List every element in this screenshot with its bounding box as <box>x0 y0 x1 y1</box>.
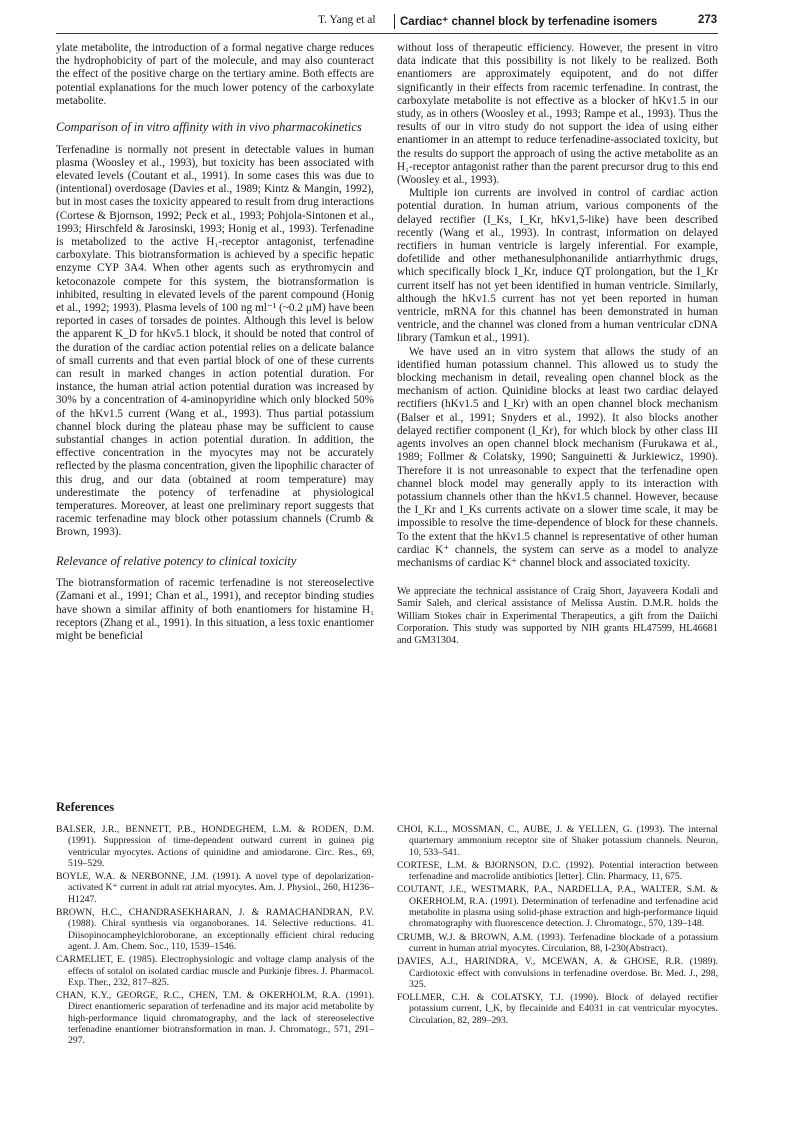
paragraph: ylate metabolite, the introduction of a formal negative charge reduces the hydrophobicity of part of the molecule, and may also counteract the effect of the positive charge on the tertiary amine. Both effects are potential explanations for the much lower potency of the carboxylate metabolite. <box>56 42 374 107</box>
running-header <box>0 14 793 34</box>
left-column <box>56 42 374 643</box>
reference-item: COUTANT, J.E., WESTMARK, P.A., NARDELLA, P.A., WALTER, S.M. & OKERHOLM, R.A. (1991). Determination of terfenadine and terfenadine acid metabolite in plasma using solid-phase extraction and high-performance liquid chromatography with fluorescence detection. J. Chromatogr., 570, 139–148. <box>397 884 718 930</box>
paragraph: Multiple ion currents are involved in control of cardiac action potential duration. In human atrium, various components of the delayed rectifier (I_Ks, I_Kr, hKv1,5-like) have been described recently (Wang et al., 1993). In contrast, information on delayed rectifiers in human ventricle is largely inferential. For example, dofetilide and other methanesulphonanilide antiarrhythmic drugs, which specifically block I_Kr, induce QT prolongation, but the I_Kr current itself has not yet been identified in human ventricle. Similarly, although the hKv1.5 current has not yet been reported in human ventricle, mRNA for this channel has been demonstrated in human ventricle, and the channel was cloned from a human ventricular cDNA library (Tamkun et al., 1991). <box>397 187 718 345</box>
paragraph: We have used an in vitro system that allows the study of an identified human potassium channel. This allowed us to study the blocking mechanism in detail, revealing open channel block as the mechanism of action. Quinidine blocks at least two cardiac delayed rectifiers (hKv1.5 and I_Kr) with an open channel block mechanism (Balser et al., 1991; Snyders et al., 1992). It also blocks another delayed rectifier component (I_Kr), for which block by other class III agents involves an open channel block mechanism (Furukawa et al., 1989; Follmer & Colatsky, 1990; Sanguinetti & Jurkiewicz, 1990). Therefore it is not unreasonable to expect that the terfenadine open channel block model may generally apply to its interaction with potassium channels other than the hKv1.5 channel. However, because the I_Kr and I_Ks currents activate on a slower time scale, it may be impossible to resolve the time-dependence of block for these channels. To the extent that the hKv1.5 channel is representative of other human cardiac K⁺ channels, the system can serve as a model to analyze mechanisms of cardiac K⁺ channel block and associated toxicity. <box>397 345 718 569</box>
paragraph: without loss of therapeutic efficiency. However, the present in vitro data indicate that this possibility is not likely to be realized. Both enantiomers are approximately equipotent, and do not differ significantly in their effects from racemic terfenadine. In contrast, the carboxylate metabolite is not effective as a blocker of hKv1.5 in our study, as in others (Woosley et al., 1993; Rampe et al., 1993). Thus the results of our in vitro study do not support the idea of using either enantiomer in an attempt to reduce terfenadine-associated toxicity, but the results do support the approach of using the active metabolite as an H₁-receptor antagonist rather than the parent precursor drug to this end (Woosley et al., 1993). <box>397 42 718 187</box>
reference-item: BALSER, J.R., BENNETT, P.B., HONDEGHEM, L.M. & RODEN, D.M. (1991). Suppression of time-dependent outward current in guinea pig ventricular myocytes. Actions of quinidine and amiodarone. Circ. Res., 69, 519–529. <box>56 824 374 869</box>
references-left <box>56 824 374 1049</box>
section-heading: Comparison of in vitro affinity with in vivo pharmacokinetics <box>56 120 362 135</box>
header-running-title: Cardiac⁺ channel block by terfenadine isomers <box>400 16 658 28</box>
reference-item: BOYLE, W.A. & NERBONNE, J.M. (1991). A novel type of depolarization-activated K⁺ current in adult rat atrial myocytes. Am. J. Physiol., 260, H1236–H1247. <box>56 871 374 905</box>
section-heading: Relevance of relative potency to clinical toxicity <box>56 553 297 568</box>
references-heading: References <box>56 800 115 814</box>
paragraph: The biotransformation of racemic terfenadine is not stereoselective (Zamani et al., 1991; Chan et al., 1991), and receptor binding studies have shown a similar affinity of both enantiomers for histamine H₁ receptors (Zhang et al., 1991). In this situation, a less toxic enantiomer might be beneficial <box>56 577 374 642</box>
header-rule <box>56 33 718 34</box>
references-right <box>397 824 718 1028</box>
reference-item: CORTESE, L.M. & BJORNSON, D.C. (1992). Potential interaction between terfenadine and macrolide antibiotics [letter]. Clin. Pharmacy, 11, 675. <box>397 859 718 883</box>
page-number: 273 <box>698 14 718 26</box>
reference-item: CARMELIET, E. (1985). Electrophysiologic and voltage clamp analysis of the effects of sotalol on isolated cardiac muscle and Purkinje fibres. J. Pharmacol. Exp. Ther., 232, 817–825. <box>56 954 374 988</box>
reference-item: CHOI, K.L., MOSSMAN, C., AUBE, J. & YELLEN, G. (1993). The internal quarternary ammonium receptor site of Shaker potassium channels. Neuron, 10, 533–541. <box>397 824 718 858</box>
right-column <box>397 42 718 647</box>
reference-item: CRUMB, W.J. & BROWN, A.M. (1993). Terfenadine blockade of a potassium current in human atrial myocytes. Circulation, 88, I-230(Abstract). <box>397 931 718 954</box>
reference-item: DAVIES, A.J., HARINDRA, V., MCEWAN, A. & GHOSE, R.R. (1989). Cardiotoxic effect with convulsions in terfenadine overdose. Br. Med. J., 298, 325. <box>397 956 718 990</box>
reference-item: FOLLMER, C.H. & COLATSKY, T.J. (1990). Block of delayed rectifier potassium current, I_K, by flecainide and E4031 in cat ventricular myocytes. Circulation, 82, 289–293. <box>397 992 718 1026</box>
header-divider <box>394 14 395 29</box>
paragraph: Terfenadine is normally not present in detectable values in human plasma (Woosley et al., 1993), but toxicity has been associated with elevated levels (Coutant et al., 1991). In some cases this was due to (intentional) overdosage (Davies et al., 1989; Kintz & Mangin, 1992), but in most cases the toxicity appeared to result from drug interactions (Cortese & Bjornson, 1992; Peck et al., 1993; Pohjola-Sintonen et al., 1993; Hirschfeld & Jarosinski, 1993; Honig et al., 1993). Terfenadine is metabolized to the active H₁-receptor antagonist, terfenadine carboxylate. This biotransformation is achieved by a specific hepatic enzyme CYP 3A4. When other agents such as erythromycin and ketoconazole compete for this system, the biotransformation is inhibited, resulting in elevated levels of the parent compound (Honig et al., 1992; 1993). Plasma levels of 100 ng ml⁻¹ (~0.2 μM) have been reported in cases of torsades de pointes. Although this level is below the apparent K_D for hKv5.1 block, it should be noted that control of the duration of the cardiac action potential relies on a delicate balance of small currents and that even partial block of one of these currents can result in marked changes in action potential duration. For instance, the human atrial action potential duration was increased by 30% by a concentration of 4-aminopyridine which only blocked 50% of the hKv1.5 current (Wang et al., 1993). Thus partial potassium channel block during the plateau phase may be sufficient to cause substantial changes in action potential duration. In addition, the effective concentration in the myocytes may not be accurately reflected by the plasma concentration, given the lipophilic character of this drug, and our data (obtained at room temperature) may underestimate the potency of terfenadine at physiological temperatures. Moreover, at least one preliminary report suggests that racemic terfenadine may block other potassium channels (Crumb & Brown, 1993). <box>56 143 374 539</box>
reference-item: CHAN, K.Y., GEORGE, R.C., CHEN, T.M. & OKERHOLM, R.A. (1991). Direct enantiomeric separation of terfenadine and its major acid metabolite by high-performance liquid chromatography, and the lack of stereoselective terfenadine enantiomer biotransformation in man. J. Chromatogr., 571, 291–297. <box>56 990 374 1047</box>
reference-item: BROWN, H.C., CHANDRASEKHARAN, J. & RAMACHANDRAN, P.V. (1988). Chiral synthesis via organoboranes. 14. Selective reductions. 41. Diisopinocampheylchloroborane, an exceptionally efficient chiral reducing agent. J. Am. Chem. Soc., 110, 1539–1546. <box>56 907 374 952</box>
acknowledgement: We appreciate the technical assistance of Craig Short, Jayaveera Kodali and Samir Saleh, and clerical assistance of Melissa Austin. D.M.R. holds the William Stokes chair in Experimental Therapeutics, a gift from the Daiichi Corporation. This study was supported by NIH grants HL47599, HL46681 and GM31304. <box>397 586 718 646</box>
header-author: T. Yang et al <box>318 14 376 26</box>
